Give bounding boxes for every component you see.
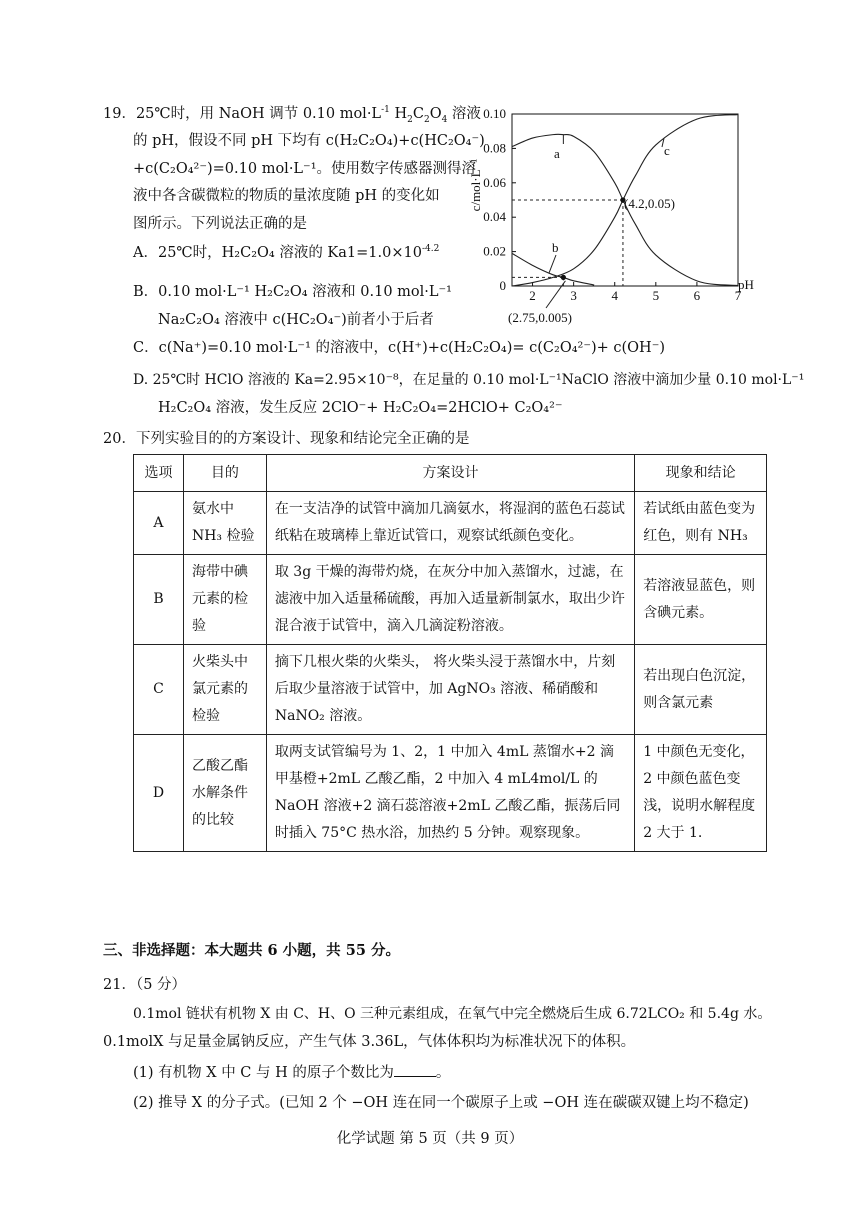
series-b-label: b (552, 240, 559, 255)
table-header-row (134, 455, 767, 492)
min-point (561, 275, 566, 280)
series-a-label: a (554, 146, 560, 161)
q21-sub-1: (1) 有机物 X 中 C 与 H 的原子个数比为 。 (133, 1062, 450, 1083)
concentration-ph-chart (460, 100, 760, 330)
q21-paragraph-2: 0.1molX 与足量金属钠反应，产生气体 3.36L，气体体积均为标准状况下的体积。 (103, 1034, 636, 1050)
row-result: 若出现白色沉淀，则含氯元素 (635, 645, 767, 735)
row-result: 1 中颜色无变化，2 中颜色蓝色变浅，说明水解程度 2 大于 1. (635, 735, 767, 852)
row-plan: 在一支洁净的试管中滴加几滴氨水，将湿润的蓝色石蕊试纸粘在玻璃棒上靠近试管口，观察试纸颜色变化。 (266, 492, 634, 555)
q20-stem: 20．下列实验目的的方案设计、现象和结论完全正确的是 (103, 431, 470, 447)
q19-line-5: 图所示。下列说法正确的是 (133, 216, 307, 232)
q19-line-1: 19．25℃时，用 NaOH 调节 0.10 $mol\cdot L^{-1}$ $H_2C_2O_4$ 溶液 (103, 105, 481, 125)
q19-option-d-line1: D. 25℃时 HClO 溶液的 Ka=2.95×10⁻⁸，在足量的 0.10 mol·L⁻¹NaClO 溶液中滴加少量 0.10 mol·L⁻¹ (133, 372, 805, 388)
annotation-min-point: (2.75,0.005) (508, 310, 572, 325)
x-axis-label: pH (738, 277, 754, 292)
table-row (134, 555, 767, 645)
q21-sub-2: (2) 推导 X 的分子式。(已知 2 个 −OH 连在同一个碳原子上或 −OH 连在碳碳双键上均不稳定) (133, 1095, 749, 1111)
q19-line-4: 液中各含碳微粒的物质的量浓度随 pH 的变化如 (133, 188, 440, 204)
annotation-intersection: (4.2,0.05) (624, 196, 675, 211)
row-plan: 取 3g 干燥的海带灼烧，在灰分中加入蒸馏水，过滤，在滤液中加入适量稀硫酸，再加入适量新制氯水，取出少许混合液于试管中，滴入几滴淀粉溶液。 (266, 555, 634, 645)
row-plan: 取两支试管编号为 1、2，1 中加入 4mL 蒸馏水+2 滴甲基橙+2mL 乙酸乙酯，2 中加入 4 mL4mol/L 的 NaOH 溶液+2 滴石蕊溶液+2mL 乙酸乙酯，振荡后同时插入 75°C 热水浴，加热约 5 分钟。观察现象。 (266, 735, 634, 852)
table-row (134, 492, 767, 555)
y-tick-label: 0.02 (483, 243, 506, 259)
y-tick-label: 0.06 (483, 174, 506, 190)
q19-option-d-line2: H₂C₂O₄ 溶液，发生反应 2ClO⁻+ H₂C₂O₄=2HClO+ C₂O₄²⁻ (158, 400, 563, 416)
q19-line-3: +c(C₂O₄²⁻)=0.10 mol·L⁻¹。使用数字传感器测得溶 (133, 161, 477, 177)
header-option: 选项 (134, 455, 184, 492)
row-result: 若溶液显蓝色，则含碘元素。 (635, 555, 767, 645)
experiment-table (133, 454, 767, 852)
section-heading: 三、非选择题：本大题共 6 小题，共 55 分。 (103, 942, 400, 959)
row-purpose: 火柴头中氯元素的检验 (183, 645, 266, 735)
y-tick-label: 0 (499, 278, 506, 293)
y-tick-label: 0.10 (483, 106, 506, 121)
q21-heading: 21．（5 分） (103, 977, 187, 993)
q19-option-c: C．c(Na⁺)=0.10 mol·L⁻¹ 的溶液中，c(H⁺)+c(H₂C₂O₄)= c(C₂O₄²⁻)+ c(OH⁻) (133, 340, 666, 356)
row-option: A (134, 492, 184, 555)
q19-line-2: 的 pH，假设不同 pH 下均有 c(H₂C₂O₄)+c(HC₂O₄⁻) (133, 133, 485, 149)
chart-layer (483, 106, 742, 308)
series-b-line (512, 253, 594, 285)
y-axis-label: c/mol·L⁻¹ (468, 158, 483, 212)
row-option: D (134, 735, 184, 852)
q19-option-b-line1: B．0.10 mol·L⁻¹ H₂C₂O₄ 溶液和 0.10 mol·L⁻¹ (133, 284, 452, 300)
table-row (134, 735, 767, 852)
x-tick-label: 2 (529, 288, 536, 303)
y-tick-label: 0.04 (483, 209, 506, 225)
row-option: C (134, 645, 184, 735)
y-tick-label: 0.08 (483, 140, 506, 156)
x-tick-label: 6 (693, 288, 701, 303)
series-c-label: c (664, 143, 670, 158)
answer-blank[interactable] (394, 1062, 436, 1077)
row-purpose: 乙酸乙酯水解条件的比较 (183, 735, 266, 852)
row-result: 若试纸由蓝色变为红色，则有 NH₃ (635, 492, 767, 555)
row-option: B (134, 555, 184, 645)
row-plan: 摘下几根火柴的火柴头， 将火柴头浸于蒸馏水中，片刻后取少量溶液于试管中，加 AgNO₃ 溶液、稀硝酸和 NaNO₂ 溶液。 (266, 645, 634, 735)
q21-paragraph-1: 0.1mol 链状有机物 X 由 C、H、O 三种元素组成，在氧气中完全燃烧后生成 6.72LCO₂ 和 5.4g 水。 (133, 1006, 772, 1022)
x-tick-label: 3 (570, 288, 577, 303)
x-tick-label: 7 (734, 288, 742, 303)
min-point-leader (546, 281, 565, 308)
header-result: 现象和结论 (635, 455, 767, 492)
x-tick-label: 5 (652, 288, 660, 303)
x-tick-label: 4 (611, 288, 618, 303)
page-footer: 化学试题 第 5 页（共 9 页） (336, 1131, 524, 1147)
row-purpose: 氨水中 NH₃ 检验 (183, 492, 266, 555)
header-purpose: 目的 (183, 455, 266, 492)
q19-option-b-line2: Na₂C₂O₄ 溶液中 c(HC₂O₄⁻)前者小于后者 (158, 312, 434, 328)
header-plan: 方案设计 (266, 455, 634, 492)
series-b-leader (549, 255, 556, 273)
q19-option-a: A．25℃时，H₂C₂O₄ 溶液的 $Ka1=1.0\times 10^{-4.2}$ (133, 244, 440, 261)
table-row (134, 645, 767, 735)
row-purpose: 海带中碘元素的检验 (183, 555, 266, 645)
